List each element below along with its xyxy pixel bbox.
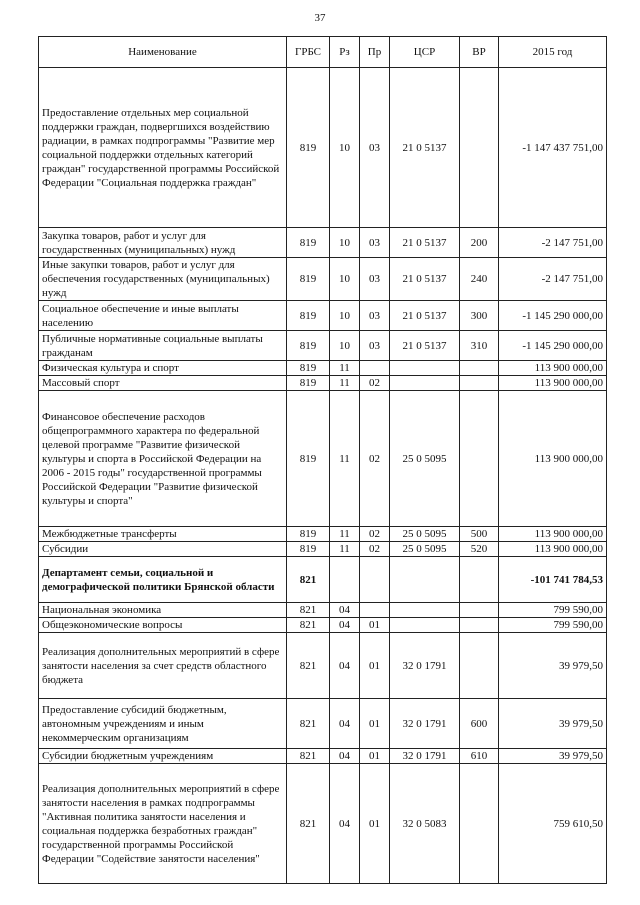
table-row [39, 331, 607, 361]
row-pr-cell: 03 [360, 331, 390, 361]
row-grbs-cell: 819 [287, 361, 330, 376]
row-grbs-cell: 819 [287, 228, 330, 258]
row-amount-cell: -1 147 437 751,00 [499, 68, 607, 228]
row-name-cell: Предоставление отдельных мер социальной поддержки граждан, подвергшихся воздействию радиации, в рамках подпрограммы "Развитие мер социальной поддержки отдельных категорий граждан" государственной программы Российской Федерации "Социальная поддержка граждан" [39, 68, 287, 228]
table-row [39, 391, 607, 527]
row-rz-cell: 10 [330, 258, 360, 301]
header-pr: Пр [360, 37, 390, 68]
row-amount-cell: -2 147 751,00 [499, 258, 607, 301]
row-rz-cell: 04 [330, 749, 360, 764]
row-grbs-cell: 821 [287, 764, 330, 884]
row-csr-cell: 32 0 1791 [390, 633, 460, 699]
row-csr-cell [390, 603, 460, 618]
table-row [39, 228, 607, 258]
row-pr-cell [360, 361, 390, 376]
row-csr-cell: 21 0 5137 [390, 228, 460, 258]
row-grbs-cell: 819 [287, 301, 330, 331]
row-pr-cell: 02 [360, 391, 390, 527]
row-name-cell: Субсидии [39, 542, 287, 557]
row-csr-cell: 32 0 5083 [390, 764, 460, 884]
row-grbs-cell: 819 [287, 258, 330, 301]
row-vr-cell [460, 68, 499, 228]
table-row [39, 633, 607, 699]
row-rz-cell: 04 [330, 633, 360, 699]
row-grbs-cell: 819 [287, 376, 330, 391]
row-amount-cell: 759 610,50 [499, 764, 607, 884]
row-name-cell: Закупка товаров, работ и услуг для государственных (муниципальных) нужд [39, 228, 287, 258]
row-vr-cell [460, 764, 499, 884]
row-pr-cell: 03 [360, 68, 390, 228]
row-vr-cell: 310 [460, 331, 499, 361]
row-name-cell: Физическая культура и спорт [39, 361, 287, 376]
row-name-cell: Реализация дополнительных мероприятий в сфере занятости населения в рамках подпрограммы "Активная политика занятости населения и социальная поддержка безработных граждан" государственной программы Российской Федерации "Содействие занятости населения" [39, 764, 287, 884]
table-row [39, 557, 607, 603]
row-grbs-cell: 819 [287, 331, 330, 361]
row-rz-cell: 11 [330, 527, 360, 542]
row-grbs-cell: 821 [287, 633, 330, 699]
table-row [39, 361, 607, 376]
row-name-cell: Массовый спорт [39, 376, 287, 391]
table-row [39, 542, 607, 557]
row-pr-cell: 03 [360, 258, 390, 301]
row-amount-cell: -2 147 751,00 [499, 228, 607, 258]
row-csr-cell [390, 376, 460, 391]
row-csr-cell: 21 0 5137 [390, 68, 460, 228]
row-amount-cell: 113 900 000,00 [499, 361, 607, 376]
row-name-cell: Департамент семьи, социальной и демографической политики Брянской области [39, 557, 287, 603]
row-vr-cell [460, 633, 499, 699]
row-name-cell: Общеэкономические вопросы [39, 618, 287, 633]
header-rz: Рз [330, 37, 360, 68]
row-pr-cell: 01 [360, 764, 390, 884]
row-rz-cell: 10 [330, 228, 360, 258]
row-rz-cell: 11 [330, 542, 360, 557]
table-row [39, 258, 607, 301]
row-vr-cell: 240 [460, 258, 499, 301]
row-rz-cell: 11 [330, 361, 360, 376]
row-name-cell: Предоставление субсидий бюджетным, автономным учреждениям и иным некоммерческим организациям [39, 699, 287, 749]
row-rz-cell: 11 [330, 376, 360, 391]
row-name-cell: Реализация дополнительных мероприятий в сфере занятости населения за счет средств областного бюджета [39, 633, 287, 699]
table-row [39, 699, 607, 749]
row-name-cell: Иные закупки товаров, работ и услуг для обеспечения государственных (муниципальных) нужд [39, 258, 287, 301]
header-name: Наименование [39, 37, 287, 68]
row-vr-cell [460, 361, 499, 376]
row-rz-cell [330, 557, 360, 603]
row-csr-cell: 21 0 5137 [390, 331, 460, 361]
row-pr-cell: 03 [360, 228, 390, 258]
row-rz-cell: 04 [330, 764, 360, 884]
row-grbs-cell: 821 [287, 557, 330, 603]
table-row [39, 764, 607, 884]
row-vr-cell: 610 [460, 749, 499, 764]
row-csr-cell: 25 0 5095 [390, 542, 460, 557]
row-name-cell: Социальное обеспечение и иные выплаты населению [39, 301, 287, 331]
row-grbs-cell: 819 [287, 391, 330, 527]
header-grbs: ГРБС [287, 37, 330, 68]
row-vr-cell: 200 [460, 228, 499, 258]
row-rz-cell: 11 [330, 391, 360, 527]
row-vr-cell: 300 [460, 301, 499, 331]
row-grbs-cell: 819 [287, 542, 330, 557]
table-row [39, 618, 607, 633]
table-body [39, 68, 607, 884]
table-row [39, 301, 607, 331]
row-grbs-cell: 821 [287, 699, 330, 749]
row-amount-cell: 39 979,50 [499, 633, 607, 699]
row-csr-cell [390, 361, 460, 376]
table-row [39, 749, 607, 764]
row-grbs-cell: 821 [287, 749, 330, 764]
page-number: 37 [314, 12, 326, 24]
row-vr-cell: 600 [460, 699, 499, 749]
row-csr-cell: 32 0 1791 [390, 749, 460, 764]
row-vr-cell [460, 376, 499, 391]
row-rz-cell: 04 [330, 603, 360, 618]
table-row [39, 68, 607, 228]
row-vr-cell [460, 391, 499, 527]
row-amount-cell: 113 900 000,00 [499, 391, 607, 527]
row-name-cell: Публичные нормативные социальные выплаты гражданам [39, 331, 287, 361]
row-csr-cell: 32 0 1791 [390, 699, 460, 749]
row-vr-cell: 520 [460, 542, 499, 557]
row-csr-cell: 25 0 5095 [390, 527, 460, 542]
table-row [39, 376, 607, 391]
header-csr: ЦСР [390, 37, 460, 68]
row-pr-cell [360, 557, 390, 603]
row-name-cell: Финансовое обеспечение расходов общепрограммного характера по федеральной целевой программе "Развитие физической культуры и спорта в Российской Федерации на 2006 - 2015 годы" государственной программы Российской Федерации "Развитие физической культуры и спорта" [39, 391, 287, 527]
row-pr-cell: 01 [360, 749, 390, 764]
row-amount-cell: 113 900 000,00 [499, 542, 607, 557]
row-csr-cell: 25 0 5095 [390, 391, 460, 527]
budget-table [38, 36, 607, 884]
row-pr-cell: 01 [360, 699, 390, 749]
row-amount-cell: -1 145 290 000,00 [499, 331, 607, 361]
table-header-row [39, 37, 607, 68]
table-row [39, 603, 607, 618]
row-pr-cell [360, 603, 390, 618]
row-vr-cell [460, 618, 499, 633]
row-rz-cell: 04 [330, 618, 360, 633]
row-amount-cell: 39 979,50 [499, 749, 607, 764]
row-pr-cell: 03 [360, 301, 390, 331]
row-grbs-cell: 821 [287, 603, 330, 618]
row-amount-cell: 113 900 000,00 [499, 527, 607, 542]
row-csr-cell [390, 618, 460, 633]
row-name-cell: Национальная экономика [39, 603, 287, 618]
row-csr-cell [390, 557, 460, 603]
row-amount-cell: 799 590,00 [499, 618, 607, 633]
row-amount-cell: 39 979,50 [499, 699, 607, 749]
row-pr-cell: 02 [360, 542, 390, 557]
row-grbs-cell: 819 [287, 68, 330, 228]
row-name-cell: Субсидии бюджетным учреждениям [39, 749, 287, 764]
row-vr-cell [460, 557, 499, 603]
row-name-cell: Межбюджетные трансферты [39, 527, 287, 542]
row-pr-cell: 01 [360, 633, 390, 699]
row-csr-cell: 21 0 5137 [390, 258, 460, 301]
row-amount-cell: -1 145 290 000,00 [499, 301, 607, 331]
row-pr-cell: 02 [360, 527, 390, 542]
row-amount-cell: 799 590,00 [499, 603, 607, 618]
row-grbs-cell: 819 [287, 527, 330, 542]
row-vr-cell [460, 603, 499, 618]
row-rz-cell: 10 [330, 68, 360, 228]
row-rz-cell: 04 [330, 699, 360, 749]
header-year: 2015 год [499, 37, 607, 68]
table-row [39, 527, 607, 542]
row-vr-cell: 500 [460, 527, 499, 542]
row-grbs-cell: 821 [287, 618, 330, 633]
row-rz-cell: 10 [330, 301, 360, 331]
row-pr-cell: 02 [360, 376, 390, 391]
row-amount-cell: -101 741 784,53 [499, 557, 607, 603]
row-csr-cell: 21 0 5137 [390, 301, 460, 331]
row-rz-cell: 10 [330, 331, 360, 361]
row-amount-cell: 113 900 000,00 [499, 376, 607, 391]
header-vr: ВР [460, 37, 499, 68]
row-pr-cell: 01 [360, 618, 390, 633]
